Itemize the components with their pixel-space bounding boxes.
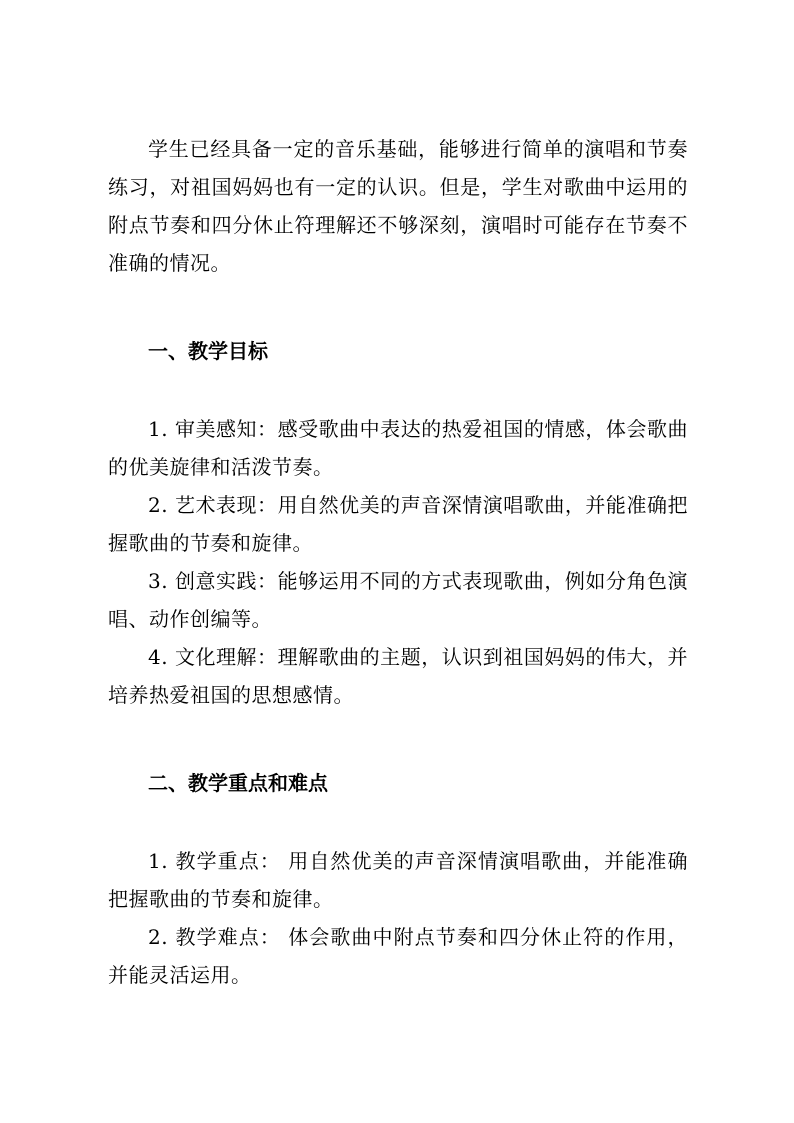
key-point-item: 1. 教学重点： 用自然优美的声音深情演唱歌曲，并能准确把握歌曲的节奏和旋律。 [108,849,688,911]
objective-item: 3. 创意实践：能够运用不同的方式表现歌曲，例如分角色演唱、动作创编等。 [108,569,688,631]
intro-paragraph: 学生已经具备一定的音乐基础，能够进行简单的演唱和节奏练习，对祖国妈妈也有一定的认识。但是，学生对歌曲中运用的附点节奏和四分休止符理解还不够深刻，演唱时可能存在节奏不准确的情况。 [108,137,688,275]
objective-item: 2. 艺术表现：用自然优美的声音深情演唱歌曲，并能准确把握歌曲的节奏和旋律。 [108,493,688,555]
objective-item: 1. 审美感知：感受歌曲中表达的热爱祖国的情感，体会歌曲的优美旋律和活泼节奏。 [108,417,688,479]
key-point-item: 2. 教学难点： 体会歌曲中附点节奏和四分休止符的作用，并能灵活运用。 [108,925,688,987]
key-points-list [108,842,688,994]
section-heading-objectives: 一、教学目标 [148,339,268,363]
section-heading-key-points: 二、教学重点和难点 [148,771,328,795]
objective-item: 4. 文化理解：理解歌曲的主题，认识到祖国妈妈的伟大，并培养热爱祖国的思想感情。 [108,645,688,707]
objectives-list [108,410,688,714]
